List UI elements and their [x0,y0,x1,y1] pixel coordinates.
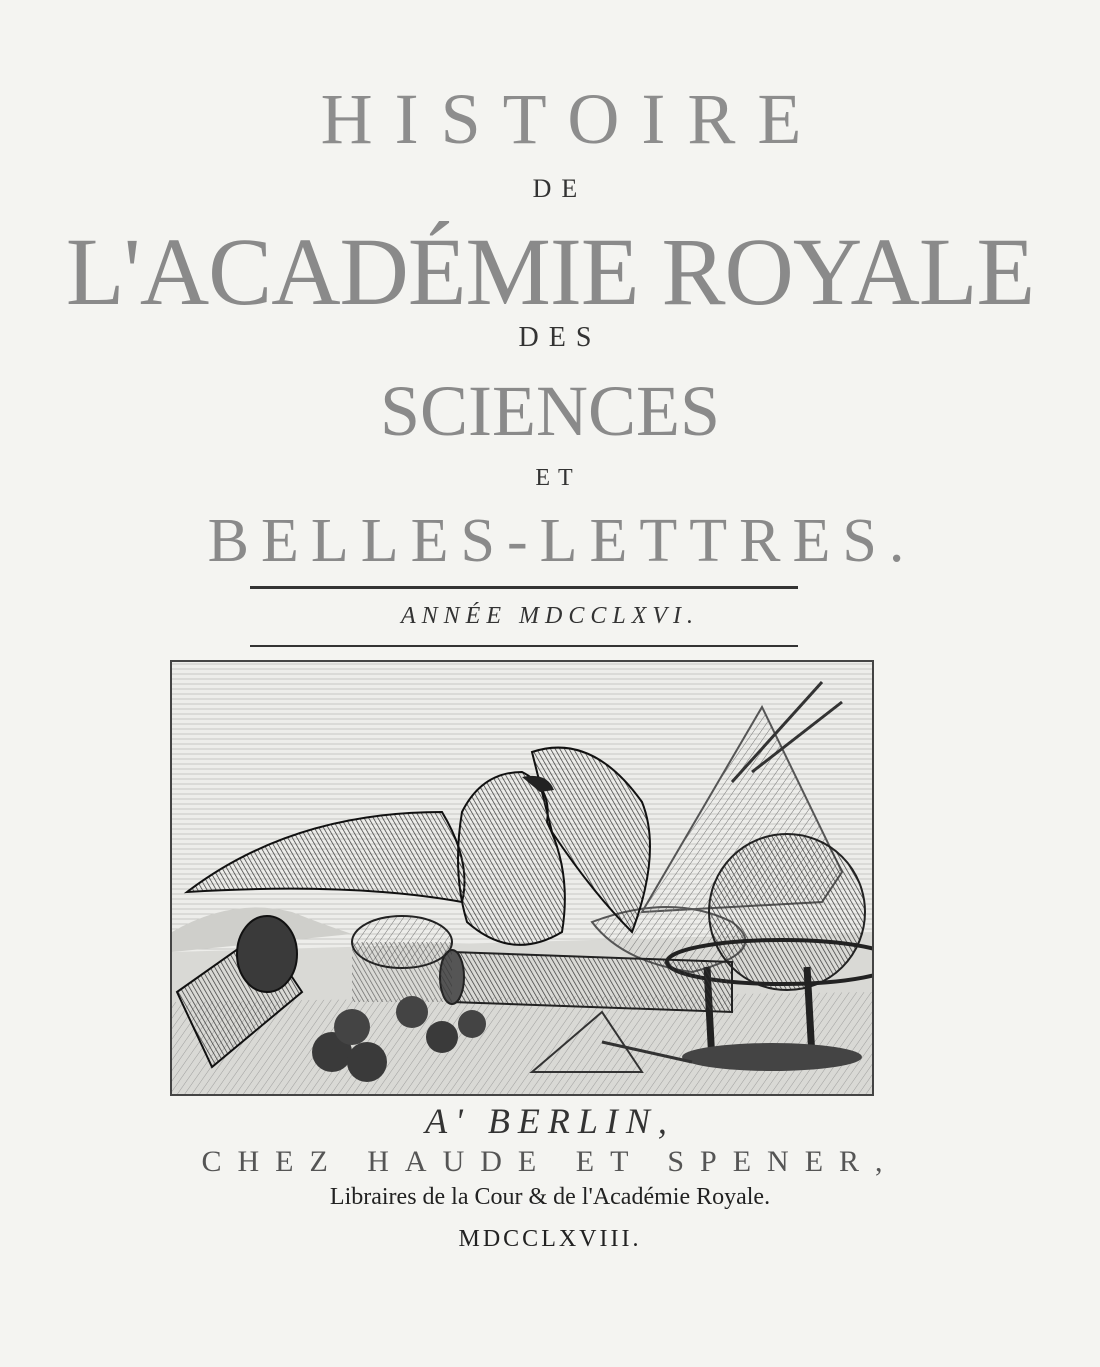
title-de: DE [532,174,588,203]
title-sciences: SCIENCES [379,371,721,451]
title-histoire: HISTOIRE [320,79,824,159]
title-et: ET [535,465,581,491]
title-des: DES [518,322,602,353]
year-line: ANNÉE MDCCLXVI. [401,603,699,629]
imprint-role: Libraires de la Cour & de l'Académie Royale. [329,1184,771,1210]
divider-bottom [250,645,798,647]
imprint-date: MDCCLXVIII. [458,1226,642,1252]
title-belles-lettres: BELLES-LETTRES. [207,507,917,575]
imprint-printer: CHEZ HAUDE ET SPENER, [201,1145,899,1178]
eagle-engraving-icon [170,660,874,1096]
title-academie-royale: L'ACADÉMIE ROYALE [65,218,1035,325]
imprint-place: A' BERLIN, [425,1101,675,1141]
divider-top [250,586,798,589]
